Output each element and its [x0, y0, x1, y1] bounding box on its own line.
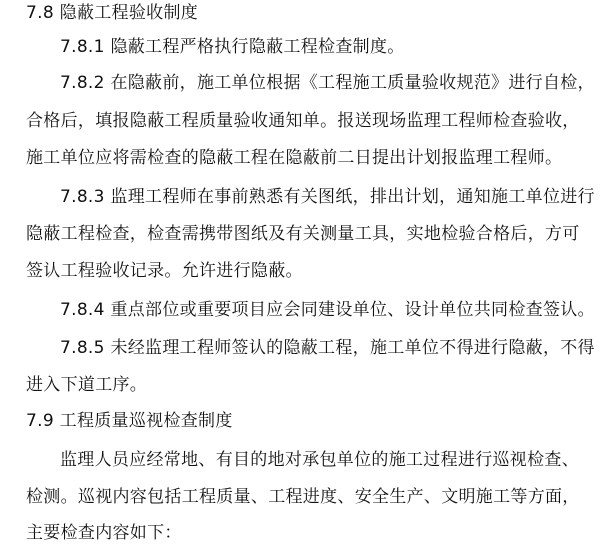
paragraph-7-8-5-line-1: 7.8.5 未经监理工程师签认的隐蔽工程，施工单位不得进行隐蔽，不得 [60, 338, 595, 358]
paragraph-7-8-4: 7.8.4 重点部位或重要项目应会同建设单位、设计单位共同检查签认。 [60, 300, 595, 320]
paragraph-7-8-1: 7.8.1 隐蔽工程严格执行隐蔽工程检查制度。 [60, 37, 405, 57]
section-heading-7-9: 7.9 工程质量巡视检查制度 [26, 411, 233, 431]
paragraph-7-8-3-line-2: 隐蔽工程检查，检查需携带图纸及有关测量工具，实地检验合格后，方可 [26, 224, 580, 244]
paragraph-7-8-5-line-2: 进入下道工序。 [26, 375, 148, 395]
paragraph-7-8-2-line-1: 7.8.2 在隐蔽前，施工单位根据《工程施工质量验收规范》进行自检， [60, 73, 595, 93]
paragraph-7-9-line-3: 主要检查内容如下： [26, 523, 182, 543]
paragraph-7-8-2-line-3: 施工单位应将需检查的隐蔽工程在隐蔽前二日提出计划报监理工程师。 [26, 148, 563, 168]
paragraph-7-9-line-1: 监理人员应经常地、有目的地对承包单位的施工过程进行巡视检查、 [60, 450, 579, 470]
paragraph-7-8-3-line-3: 签认工程验收记录。允许进行隐蔽。 [26, 261, 303, 281]
paragraph-7-8-3-line-1: 7.8.3 监理工程师在事前熟悉有关图纸，排出计划，通知施工单位进行 [60, 187, 595, 207]
paragraph-7-8-2-line-2: 合格后，填报隐蔽工程质量验收通知单。报送现场监理工程师检查验收， [26, 111, 580, 131]
section-heading-7-8: 7.8 隐蔽工程验收制度 [26, 3, 199, 23]
paragraph-7-9-line-2: 检测。巡视内容包括工程质量、工程进度、安全生产、文明施工等方面， [26, 487, 580, 507]
